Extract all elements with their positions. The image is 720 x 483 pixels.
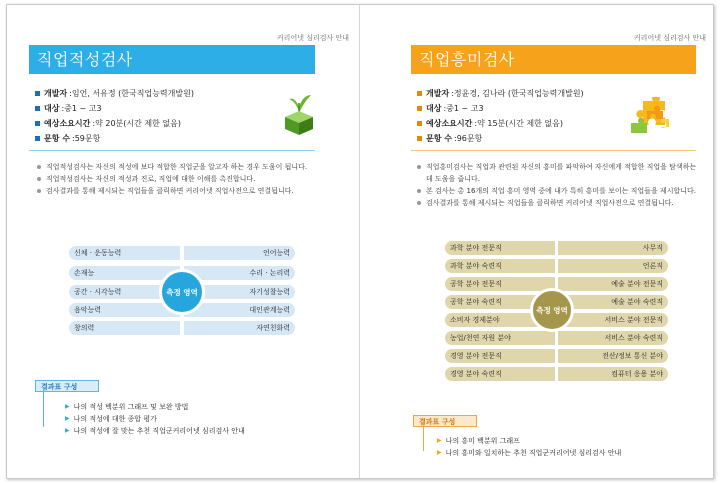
area-item: 공학 분야 전문직 — [445, 277, 555, 291]
arrow-right-icon: ▶ — [437, 437, 442, 444]
description-item: 검사결과를 통해 제시되는 직업들을 클릭하면 커리어넷 직업사전으로 연결됩니다. — [37, 185, 319, 197]
area-item: 서비스 분야 전문직 — [558, 313, 668, 327]
area-item: 과학 분야 숙련직 — [445, 259, 555, 273]
area-item: 컴퓨터 응용 분야 — [558, 367, 668, 381]
square-bullet-icon — [417, 121, 422, 126]
info-items: 문항 수 : 59문항 — [35, 131, 194, 146]
page-title: 직업흥미검사 — [411, 45, 696, 74]
left-page — [7, 5, 360, 478]
square-bullet-icon — [417, 136, 422, 141]
info-target: 대상 : 중1 ~ 고3 — [417, 101, 584, 116]
description-list — [37, 161, 319, 197]
result-list — [65, 401, 245, 437]
booklet-spread — [6, 4, 714, 479]
puzzle-pieces-icon — [629, 97, 675, 137]
square-bullet-icon — [35, 136, 40, 141]
area-item: 음악능력 — [69, 303, 180, 317]
info-duration: 예상소요시간 : 약 20분(시간 제한 없음) — [35, 116, 194, 131]
result-item: ▶ 나의 적성 백분위 그래프 및 보완 방법 — [65, 403, 189, 411]
measurement-area-badge: 측정 영역 — [530, 288, 574, 332]
arrow-right-icon: ▶ — [65, 427, 70, 434]
result-title: 결과표 구성 — [35, 380, 99, 392]
area-item: 수리 · 논리력 — [184, 266, 295, 280]
info-developer: 개발자 : 임언, 서유정 (한국직업능력개발원) — [35, 86, 194, 101]
test-info-list — [35, 86, 194, 146]
square-bullet-icon — [417, 91, 422, 96]
area-item: 자기성찰능력 — [184, 285, 295, 299]
area-item: 과학 분야 전문직 — [445, 241, 555, 255]
divider — [29, 150, 315, 151]
info-duration: 예상소요시간 : 약 15분(시간 제한 없음) — [417, 116, 584, 131]
area-item: 전산/정보 통신 분야 — [558, 349, 668, 363]
arrow-right-icon: ▶ — [65, 415, 70, 422]
plant-cube-icon — [281, 89, 317, 137]
area-item: 자연친화력 — [184, 321, 295, 335]
square-bullet-icon — [35, 121, 40, 126]
area-item: 서비스 분야 숙련직 — [558, 331, 668, 345]
result-item: ▶ 나의 흥미 백분위 그래프 — [437, 437, 520, 445]
area-item: 창의력 — [69, 321, 180, 335]
arrow-right-icon: ▶ — [65, 403, 70, 410]
info-developer: 개발자 : 정윤경, 김나라 (한국직업능력개발원) — [417, 86, 584, 101]
info-target: 대상 : 중1 ~ 고3 — [35, 101, 194, 116]
square-bullet-icon — [35, 91, 40, 96]
test-info-list — [417, 86, 584, 146]
page-title: 직업적성검사 — [29, 45, 315, 74]
area-item: 대인관계능력 — [184, 303, 295, 317]
tree-line — [423, 421, 425, 451]
description-item: 직업흥미검사는 직업과 관련된 자신의 흥미를 파악하여 자신에게 적합한 직업을 탐색하는 데 도움을 줍니다. — [417, 161, 702, 185]
area-item: 예술 분야 숙련직 — [558, 295, 668, 309]
area-item: 농업/천연 자원 분야 — [445, 331, 555, 345]
result-item: ▶ 나의 적성에 대한 종합 평가 — [65, 415, 157, 423]
area-item: 경영 분야 숙련직 — [445, 367, 555, 381]
result-item: ▶ 나의 흥미와 일치하는 추천 직업군커리어넷 심리검사 안내 — [437, 449, 622, 457]
area-item: 언어능력 — [184, 246, 295, 260]
measurement-area-badge: 측정 영역 — [159, 269, 205, 315]
description-item: 검사결과를 통해 제시되는 직업들을 클릭하면 커리어넷 직업사전으로 연결됩니다. — [417, 197, 702, 209]
result-item: ▶ 나의 적성에 잘 맞는 추천 직업군커리어넷 심리검사 안내 — [65, 427, 245, 435]
info-items: 문항 수 : 96문항 — [417, 131, 584, 146]
result-list — [437, 435, 621, 459]
area-item: 언론직 — [558, 259, 668, 273]
divider — [411, 150, 696, 151]
description-item: 직업적성검사는 자신의 적성과 진로, 직업에 대한 이해를 촉진합니다. — [37, 173, 319, 185]
running-head: 커리어넷 심리검사 안내 — [276, 34, 349, 42]
description-list — [417, 161, 702, 209]
area-item: 손재능 — [69, 266, 180, 280]
area-item: 신체 · 운동능력 — [69, 246, 180, 260]
description-item: 본 검사는 총 16개의 직업 흥미 영역 중에 내가 특히 흥미를 보이는 직업들을 제시합니다. — [417, 185, 702, 197]
arrow-right-icon: ▶ — [437, 449, 442, 456]
square-bullet-icon — [417, 106, 422, 111]
right-page — [361, 5, 714, 478]
area-item: 공학 분야 숙련직 — [445, 295, 555, 309]
area-item: 경영 분야 전문직 — [445, 349, 555, 363]
result-title: 결과표 구성 — [413, 415, 477, 427]
area-item: 소비자 경제분야 — [445, 313, 555, 327]
area-item: 공간 · 시각능력 — [69, 285, 180, 299]
area-item: 사무직 — [558, 241, 668, 255]
description-item: 직업적성검사는 자신의 적성에 보다 적합한 직업군을 알고자 하는 경우 도움이 됩니다. — [37, 161, 319, 173]
running-head: 커리어넷 심리검사 안내 — [633, 34, 706, 42]
tree-line — [43, 387, 45, 427]
square-bullet-icon — [35, 106, 40, 111]
area-item: 예술 분야 전문직 — [558, 277, 668, 291]
